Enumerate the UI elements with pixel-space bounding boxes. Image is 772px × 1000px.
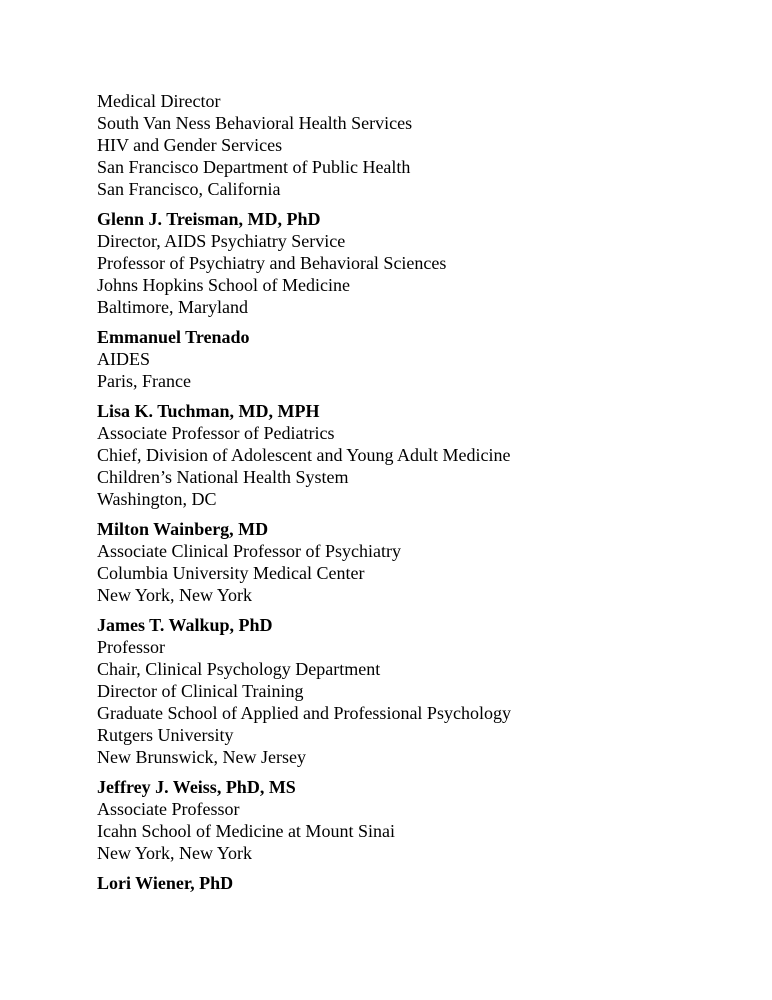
- affiliation-line: Associate Professor of Pediatrics: [97, 423, 335, 443]
- contributor-entry: [97, 326, 737, 392]
- contributor-entry: [97, 614, 737, 768]
- affiliation-line: Professor of Psychiatry and Behavioral Sciences: [97, 253, 447, 273]
- affiliation-line: Children’s National Health System: [97, 467, 349, 487]
- affiliation-line: New York, New York: [97, 843, 253, 863]
- affiliation-line: Director of Clinical Training: [97, 681, 304, 701]
- contributor-entry: [97, 518, 737, 606]
- affiliation-line: Columbia University Medical Center: [97, 563, 365, 583]
- affiliation-line: Icahn School of Medicine at Mount Sinai: [97, 821, 395, 841]
- contributor-name: Glenn J. Treisman, MD, PhD: [97, 209, 321, 229]
- contributor-name: Jeffrey J. Weiss, PhD, MS: [97, 777, 296, 797]
- affiliation-line: AIDES: [97, 349, 150, 369]
- contributor-entry: [97, 400, 737, 510]
- affiliation-line: HIV and Gender Services: [97, 135, 283, 155]
- affiliation-line: Baltimore, Maryland: [97, 297, 248, 317]
- contributor-name: Lisa K. Tuchman, MD, MPH: [97, 401, 320, 421]
- contributor-name: Milton Wainberg, MD: [97, 519, 269, 539]
- affiliation-line: Rutgers University: [97, 725, 234, 745]
- contributor-name: Lori Wiener, PhD: [97, 873, 234, 893]
- affiliation-line: South Van Ness Behavioral Health Services: [97, 113, 413, 133]
- affiliation-line: Johns Hopkins School of Medicine: [97, 275, 350, 295]
- contributor-list: [97, 90, 737, 902]
- affiliation-line: San Francisco Department of Public Health: [97, 157, 411, 177]
- affiliation-line: Associate Clinical Professor of Psychiatry: [97, 541, 401, 561]
- affiliation-line: New Brunswick, New Jersey: [97, 747, 306, 767]
- affiliation-line: Associate Professor: [97, 799, 240, 819]
- contributor-name: Emmanuel Trenado: [97, 327, 250, 347]
- affiliation-line: Professor: [97, 637, 165, 657]
- affiliation-line: Paris, France: [97, 371, 191, 391]
- contributor-entry: [97, 208, 737, 318]
- contributor-entry: [97, 872, 737, 894]
- contributor-entry: [97, 90, 737, 200]
- contributor-entry: [97, 776, 737, 864]
- affiliation-line: Chief, Division of Adolescent and Young Adult Medicine: [97, 445, 511, 465]
- affiliation-line: Graduate School of Applied and Professional Psychology: [97, 703, 511, 723]
- affiliation-line: Director, AIDS Psychiatry Service: [97, 231, 346, 251]
- affiliation-line: San Francisco, California: [97, 179, 281, 199]
- affiliation-line: Medical Director: [97, 91, 221, 111]
- affiliation-line: Washington, DC: [97, 489, 217, 509]
- affiliation-line: Chair, Clinical Psychology Department: [97, 659, 381, 679]
- affiliation-line: New York, New York: [97, 585, 253, 605]
- contributor-name: James T. Walkup, PhD: [97, 615, 273, 635]
